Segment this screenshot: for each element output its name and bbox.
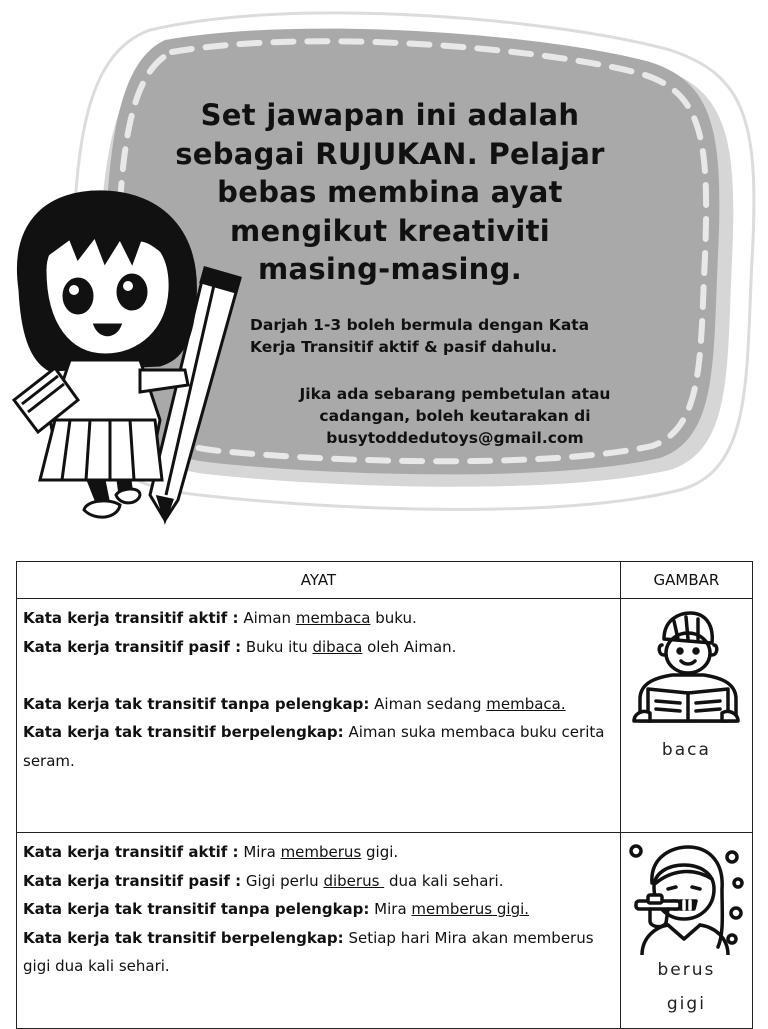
note-line: Kerja Transitif aktif & pasif dahulu. [250,338,558,356]
sentence-label: Kata kerja tak transitif tanpa pelengkap: [23,694,370,713]
contact-email[interactable]: busytoddedutoys@gmail.com [326,429,584,447]
banner-note-level [250,314,630,358]
note-line: Darjah 1-3 boleh bermula dengan Kata [250,316,590,334]
sentence-cell [17,833,621,1029]
blank-line [23,661,614,690]
note-line: Jika ada sebarang pembetulan atau [299,385,611,403]
banner-title [170,96,610,289]
sentence-text: Gigi perlu [241,871,324,890]
underlined-verb: membaca [295,609,371,627]
brushing-teeth-girl-icon [628,843,744,955]
underlined-verb: membaca. [486,694,566,713]
sentence-text: Aiman [238,609,296,627]
sentence-text: Buku itu [241,637,313,656]
sentence-label: Kata kerja transitif pasif : [23,871,242,890]
banner-title-line: masing-masing. [257,252,523,286]
underlined-verb: memberus gigi. [411,900,530,918]
header-ayat: AYAT [17,562,621,599]
sentence-line [23,604,614,633]
picture-cell [620,833,752,1029]
sentence-line [23,924,614,981]
sentence-line [23,690,614,719]
sentence-text: Aiman sedang [369,694,487,713]
sentence-label: Kata kerja tak transitif tanpa pelengkap: [23,900,370,918]
sentence-label: Kata kerja transitif pasif : [23,637,242,656]
table-row [17,833,753,1029]
sentence-cell [17,599,621,833]
sentence-label: Kata kerja transitif aktif : [23,609,239,627]
picture-cell [620,599,752,833]
banner-title-line: bebas membina ayat [217,175,563,209]
picture-word: gigi [666,994,706,1014]
answer-table [16,561,753,1029]
picture-word: berus [657,960,716,980]
picture-word: baca [661,740,711,760]
sentence-text: Aiman suka membaca buku cerita seram. [23,723,605,770]
underlined-verb: dibaca [312,637,363,656]
underlined-verb: diberus [323,871,385,890]
banner-title-line: sebagai RUJUKAN. Pelajar [175,136,605,171]
header-gambar: GAMBAR [620,562,752,599]
sentence-label: Kata kerja tak transitif berpelengkap: [23,723,344,741]
banner-note-contact [270,383,640,449]
reading-boy-icon [630,609,742,727]
sentence-text: gigi. [361,843,399,861]
table-header-row [17,562,753,599]
banner-title-line: mengikut kreativiti [229,213,551,248]
sentence-line [23,838,614,867]
sentence-line [23,718,614,775]
sentence-line [23,895,614,924]
sentence-label: Kata kerja tak transitif berpelengkap: [23,928,344,947]
sentence-text: dua kali sehari. [384,871,504,890]
note-line: cadangan, boleh keutarakan di [319,407,591,425]
table-row [17,599,753,833]
sentence-text: Mira [238,843,281,861]
sentence-text: buku. [370,609,417,627]
sentence-label: Kata kerja transitif aktif : [23,843,239,861]
sentence-text: oleh Aiman. [362,637,457,656]
sentence-line [23,867,614,896]
sentence-text: Mira [369,900,412,918]
sentence-text: Setiap hari Mira akan memberus gigi dua kali sehari. [23,928,594,975]
banner-title-line: Set jawapan ini adalah [200,98,580,132]
sentence-line [23,633,614,662]
underlined-verb: memberus [280,843,362,861]
